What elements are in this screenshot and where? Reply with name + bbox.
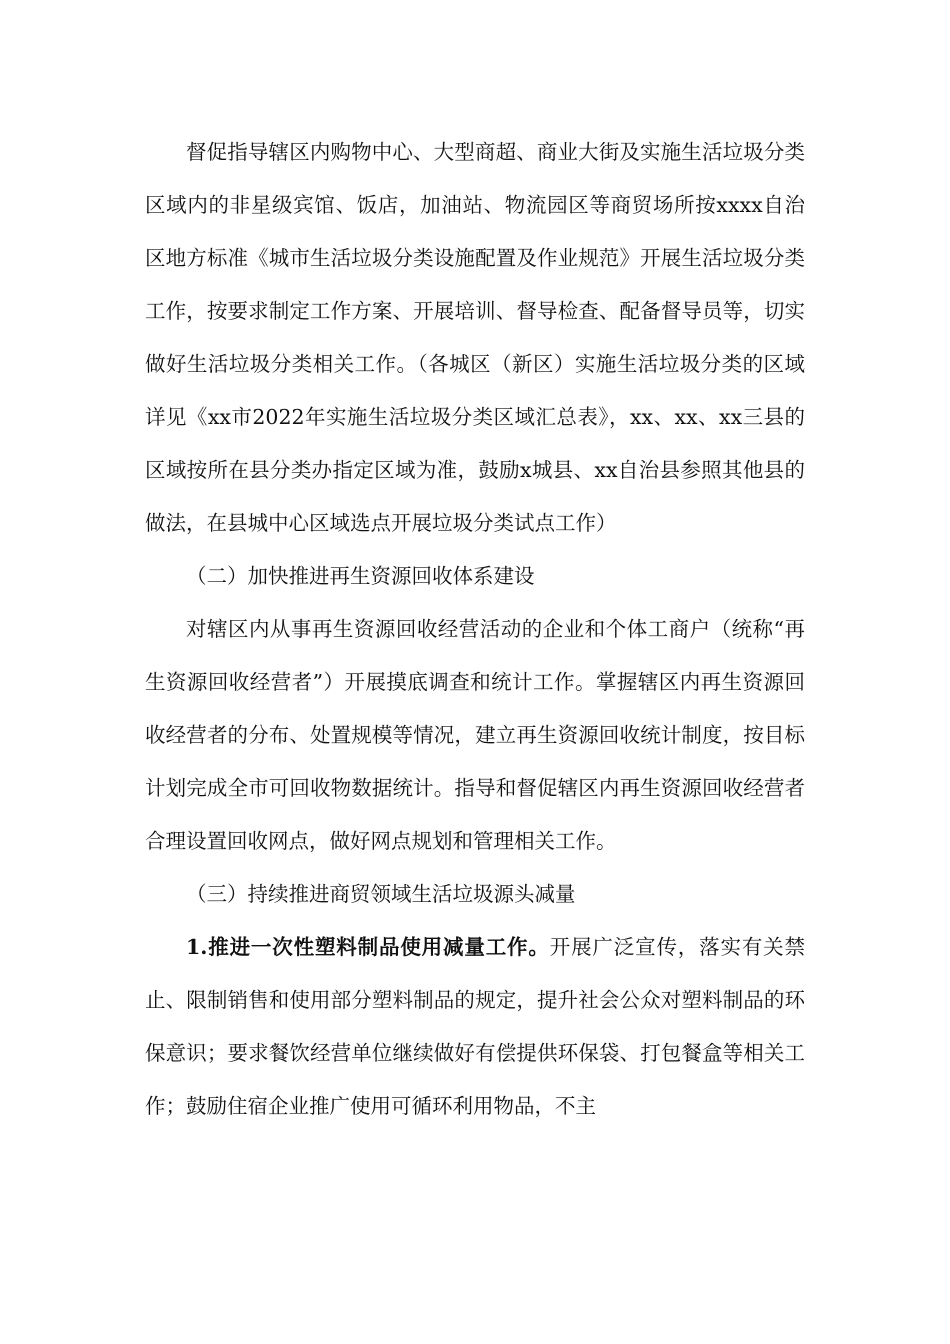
paragraph-lead-bold: 1.推进一次性塑料制品使用减量工作。 — [186, 935, 550, 959]
paragraph-plastic-reduction — [145, 921, 805, 1133]
paragraph-sorting-guidance: 督促指导辖区内购物中心、大型商超、商业大街及实施生活垃圾分类区域内的非星级宾馆、饭店，加油站、物流园区等商贸场所按xxxx自治区地方标准《城市生活垃圾分类设施配置及作业规范》开展生活垃圾分类工作，按要求制定工作方案、开展培训、督导检查、配备督导员等，切实做好生活垃圾分类相关工作。（各城区（新区）实施生活垃圾分类的区域详见《xx市2022年实施生活垃圾分类区域汇总表》，xx、xx、xx三县的区域按所在县分类办指定区域为准，鼓励x城县、xx自治县参照其他县的做法，在县城中心区域选点开展垃圾分类试点工作） — [145, 140, 805, 535]
document-page — [145, 126, 805, 1133]
section-heading-recycling-system: （二）加快推进再生资源回收体系建设 — [186, 564, 535, 588]
paragraph-body: 开展广泛宣传，落实有关禁止、限制销售和使用部分塑料制品的规定，提升社会公众对塑料制品的环保意识；要求餐饮经营单位继续做好有偿提供环保袋、打包餐盒等相关工作；鼓励住宿企业推广使用可循环利用物品，不主 — [145, 935, 806, 1118]
paragraph-recycling-survey: 对辖区内从事再生资源回收经营活动的企业和个体工商户（统称“再生资源回收经营者”）开展摸底调查和统计工作。掌握辖区内再生资源回收经营者的分布、处置规模等情况，建立再生资源回收统计制度，按目标计划完成全市可回收物数据统计。指导和督促辖区内再生资源回收经营者合理设置回收网点，做好网点规划和管理相关工作。 — [145, 617, 805, 853]
section-heading-source-reduction: （三）持续推进商贸领域生活垃圾源头减量 — [186, 882, 576, 906]
